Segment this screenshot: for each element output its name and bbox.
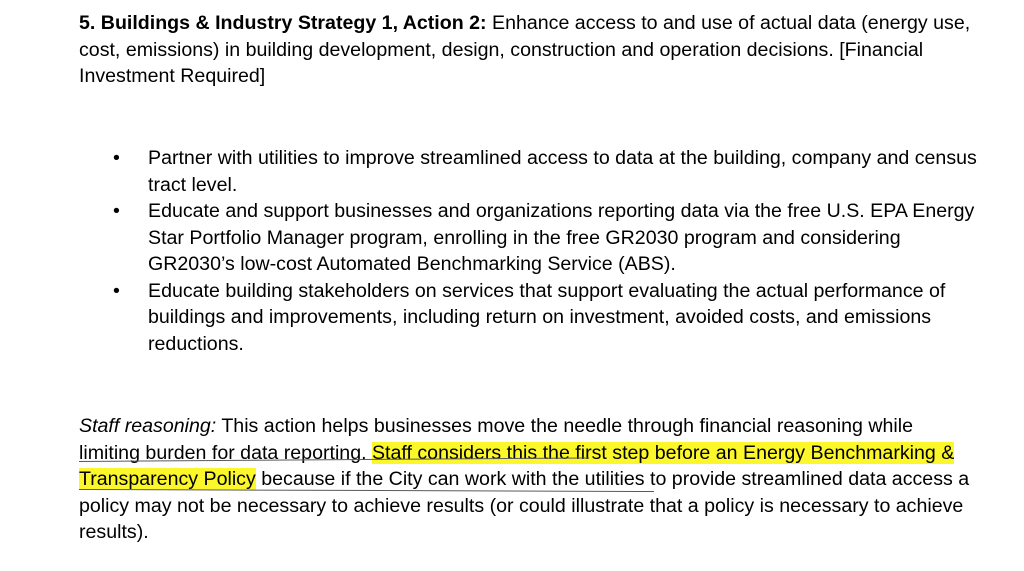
staff-reasoning-label: Staff reasoning:: [79, 415, 217, 437]
bullet-item: [0, 198, 988, 278]
staff-reasoning-text: This action helps businesses move the needle through financial reasoning while limiting burden for data reporting.: [79, 415, 913, 464]
action-heading: [79, 10, 979, 90]
bullet-icon: •: [113, 279, 120, 302]
staff-reasoning-paragraph: [79, 413, 979, 546]
bullet-icon: •: [113, 147, 120, 169]
staff-reasoning-continuation: because if the City can work with the utilities to provide streamlined data access a policy may not be necessary to achieve results (or could illustrate that a policy is necessary to achieve results).: [79, 468, 970, 543]
action-title: Buildings & Industry Strategy 1, Action 2: [100, 12, 481, 34]
action-description: Enhance access to and use of actual data (energy use, cost, emissions) in building development, design, construction and operation decisions. [Financial Investment Required]: [79, 12, 971, 87]
highlighted-text: Staff considers this the first step before an Energy Benchmarking & Transparency Policy: [79, 441, 955, 490]
bullet-text: Educate building stakeholders on services that support evaluating the actual performance of buildings and improvements, including return on investment, avoided costs, and emissions reductions.: [148, 279, 946, 355]
bullet-item: [0, 278, 988, 358]
bullet-text: Educate and support businesses and organizations reporting data via the free U.S. EPA Energy Star Portfolio Manager program, enrolling in the free GR2030 program and considering GR2030’s low-cost Automated Benchmarking Service (ABS).: [148, 200, 975, 275]
bullet-icon: •: [113, 200, 120, 222]
bullet-text: Partner with utilities to improve streamlined access to data at the building, company and census tract level.: [148, 147, 977, 196]
bullet-item: [0, 145, 988, 198]
action-bullet-list: [0, 145, 1024, 357]
action-title-colon: :: [480, 12, 487, 34]
action-number: 5.: [79, 12, 96, 34]
